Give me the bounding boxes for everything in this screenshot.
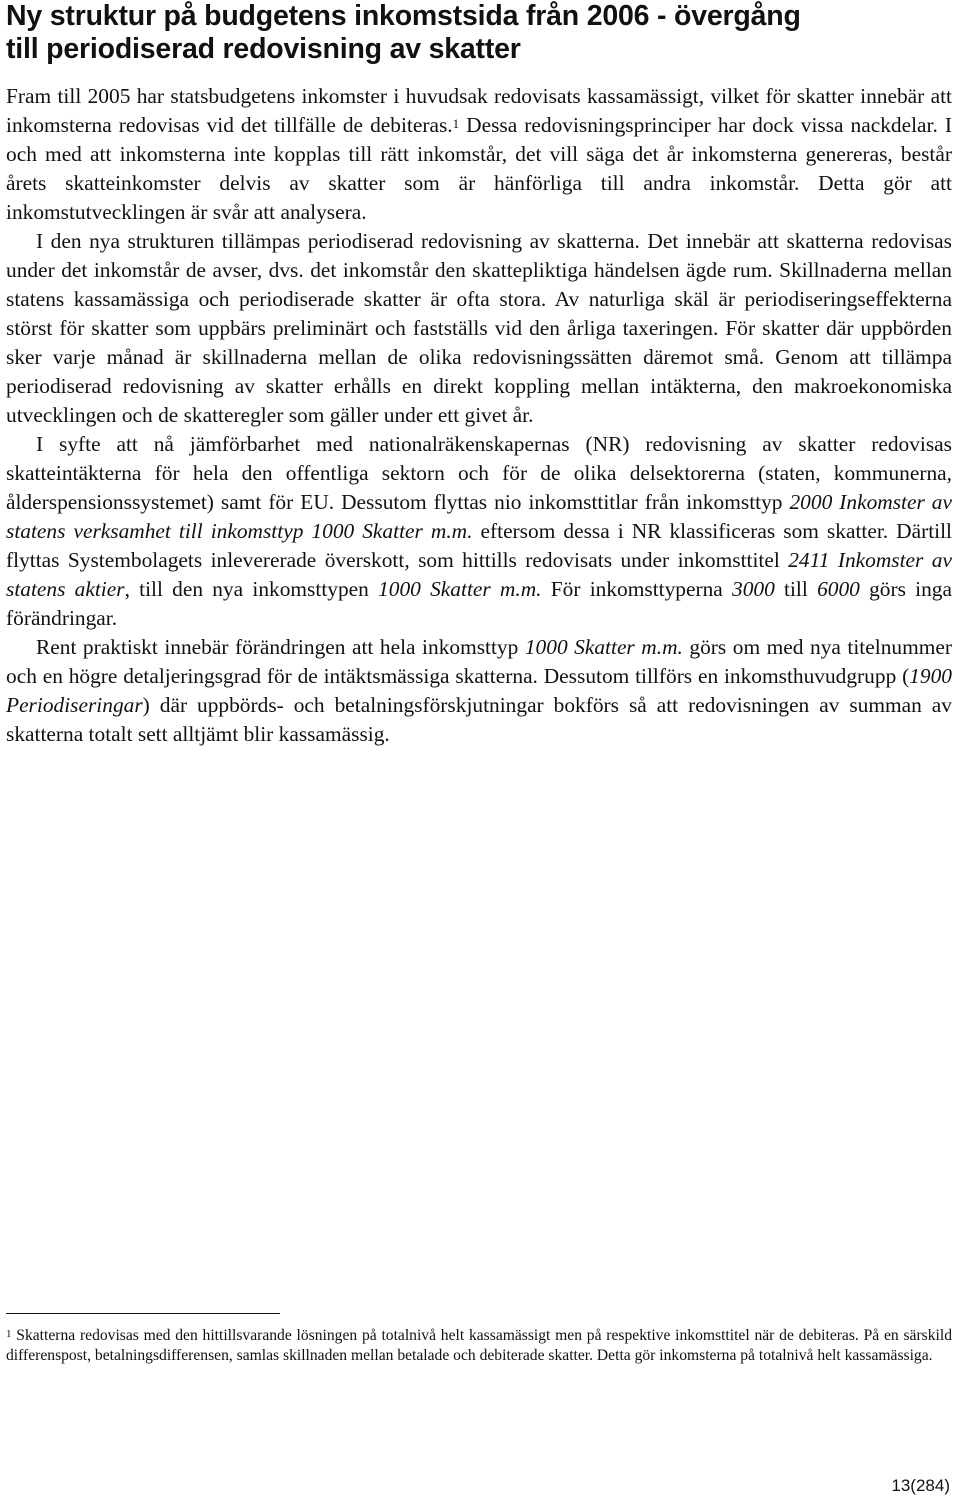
paragraph-1: Fram till 2005 har statsbudgetens inkomster i huvudsak redovisats kassamässigt, vilket för skatter innebär att inkomsterna redovisas vid det tillfälle de debiteras.$^1$ Dessa redovisningsprinciper har dock vissa nackdelar. I och med att inkomsterna inte kopplas till rätt inkomstår, det vill säga det år inkomsterna genereras, består årets skatteinkomster delvis av skatter som är hänförliga till andra inkomstår. Detta gör att inkomstutvecklingen är svår att analysera. [6, 84, 952, 224]
page-title [6, 0, 952, 66]
footnote-reference[interactable]: 1 [452, 116, 460, 131]
body-text [6, 82, 952, 749]
title-line-2: till periodiserad redovisning av skatter [6, 33, 521, 65]
footnote-number: 1 [6, 1328, 12, 1340]
footnote-text: Skatterna redovisas med den hittillsvarande lösningen på totalnivå helt kassamässigt men på respektive inkomsttitel när de debiteras. På en särskild differenspost, betalningsdifferensen, samlas skillnaden mellan betalade och debiterade skatter. Detta gör inkomsterna på totalnivå helt kassamässiga. [6, 1327, 952, 1364]
page-number: 13(284) [891, 1476, 950, 1495]
paragraph-3: I syfte att nå jämförbarhet med nationalräkenskapernas (NR) redovisning av skatter redovisas skatteintäkterna för hela den offentliga sektorn och för de olika delsektorerna (staten, kommunerna, ålderspensionssystemet) samt för EU. Dessutom flyttas nio inkomsttitlar från inkomsttyp 2000 Inkomster av statens verksamhet till inkomsttyp 1000 Skatter m.m. eftersom dessa i NR klassificeras som skatter. Därtill flyttas Systembolagets inlevererade överskott, som hittills redovisats under inkomsttitel 2411 Inkomster av statens aktier, till den nya inkomsttypen 1000 Skatter m.m. För inkomsttyperna 3000 till 6000 görs inga förändringar. [6, 432, 952, 630]
document-page [6, 0, 952, 749]
paragraph-4: Rent praktiskt innebär förändringen att hela inkomsttyp 1000 Skatter m.m. görs om med nya titelnummer och en högre detaljeringsgrad för de intäktsmässiga skatterna. Dessutom tillförs en inkomsthuvudgrupp (1900 Periodiseringar) där uppbörds- och betalningsförskjutningar bokförs så att redovisningen av summan av skatterna totalt sett alltjämt blir kassamässig. [6, 635, 952, 746]
title-line-1: Ny struktur på budgetens inkomstsida från 2006 - övergång [6, 0, 801, 32]
footnote-separator [6, 1313, 280, 1314]
paragraph-2: I den nya strukturen tillämpas periodiserad redovisning av skatterna. Det innebär att skatterna redovisas under det inkomstår de avser, dvs. det inkomstår den skattepliktiga händelsen ägde rum. Skillnaderna mellan statens kassamässiga och periodiserade skatter är ofta stora. Av naturliga skäl är periodiseringseffekterna störst för skatter som uppbärs preliminärt och fastställs vid den årliga taxeringen. För skatter där uppbörden sker varje månad är skillnaderna mellan de olika redovisningssätten däremot små. Genom att tillämpa periodiserad redovisning av skatter erhålls en direkt koppling mellan intäkterna, den makroekonomiska utvecklingen och de skatteregler som gäller under ett givet år. [6, 229, 952, 427]
footnote [6, 1326, 952, 1365]
